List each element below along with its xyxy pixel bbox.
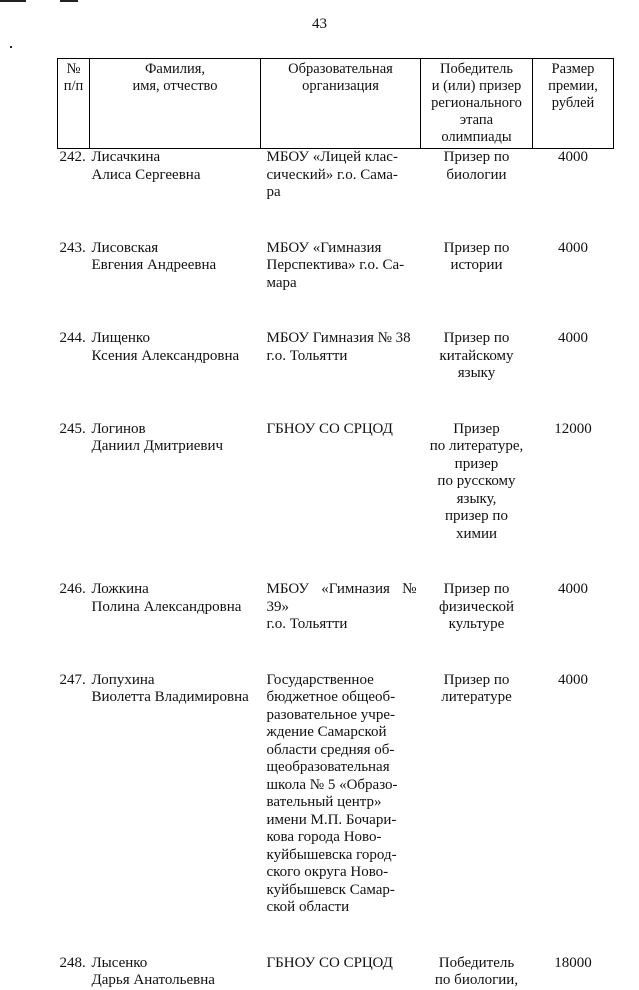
olympiad-result-line: китайскому <box>439 347 514 364</box>
prize-amount: 4000 <box>558 330 588 346</box>
olympiad-result-line: Призер по <box>443 581 510 597</box>
row-number: 242. <box>59 149 86 165</box>
organization-line: МБОУ «Гимназия <box>266 239 382 256</box>
organization-line: разовательное учре- <box>266 706 396 723</box>
column-header-organization: Образовательная организация <box>261 59 421 149</box>
organization-line: ской области <box>266 899 350 915</box>
scan-dot <box>10 46 12 48</box>
participant-name <box>90 330 261 383</box>
prize-amount: 4000 <box>558 239 588 256</box>
table-header-row <box>58 59 614 149</box>
participant-name-line: Лопухина <box>91 671 155 688</box>
row-number: 243. <box>59 239 86 256</box>
table-row <box>58 330 614 383</box>
table-row <box>58 421 614 544</box>
olympiad-result-line: языку, <box>456 490 497 507</box>
row-number: 247. <box>59 671 86 688</box>
organization-line: школа № 5 «Образо- <box>266 776 398 793</box>
table-body <box>58 149 614 990</box>
row-spacer-cell <box>58 383 614 421</box>
participant-name <box>90 149 261 202</box>
row-spacer <box>58 634 614 672</box>
organization-line: сический» г.о. Сама- <box>266 166 398 183</box>
organization-line: имени М.П. Бочари- <box>266 811 397 828</box>
participant-name <box>90 955 261 990</box>
participant-name-line: Ксения Александровна <box>91 347 240 364</box>
awards-table <box>57 58 614 990</box>
participant-name <box>90 240 261 293</box>
organization-line: щеобразовательная <box>266 759 390 775</box>
prize-amount: 18000 <box>554 954 592 971</box>
row-number: 244. <box>59 330 86 346</box>
prize-amount: 12000 <box>554 420 592 437</box>
table-row <box>58 955 614 990</box>
olympiad-result <box>421 581 533 634</box>
row-spacer-cell <box>58 292 614 330</box>
olympiad-result-line: по литературе, <box>429 438 524 454</box>
row-number: 248. <box>59 954 86 971</box>
row-spacer-cell <box>58 543 614 581</box>
participant-name-line: Полина Александровна <box>91 598 242 615</box>
column-header-result: Победитель и (или) призер регионального этапа олимпиады <box>421 59 533 149</box>
row-spacer-cell <box>58 202 614 240</box>
olympiad-result-line: языку <box>457 365 496 381</box>
participant-name-line: Дарья Анатольевна <box>91 972 215 988</box>
table-row <box>58 149 614 202</box>
organization-line: ГБНОУ СО СРЦОД <box>266 954 393 971</box>
participant-name <box>90 581 261 634</box>
organization-line: МБОУ «Лицей клас- <box>266 149 398 165</box>
row-number: 245. <box>59 420 86 437</box>
participant-name-line: Виолетта Владимировна <box>91 689 249 705</box>
organization-line: МБОУ Гимназия № 38 <box>266 330 411 346</box>
organization-line: куйбышевска город- <box>266 846 397 863</box>
organization <box>261 330 421 383</box>
organization-line: области средняя об- <box>266 741 395 758</box>
organization <box>261 240 421 293</box>
row-spacer-cell <box>58 634 614 672</box>
organization-line: Перспектива» г.о. Са- <box>266 257 405 273</box>
olympiad-result-line: по биологии, <box>434 972 519 988</box>
organization-line: Государственное <box>266 671 374 688</box>
participant-name-line: Алиса Сергеевна <box>91 166 201 183</box>
organization-line: МБОУ «Гимназия № 39» <box>266 581 417 615</box>
olympiad-result-line: культуре <box>448 616 505 632</box>
row-spacer <box>58 543 614 581</box>
participant-name-line: Даниил Дмитриевич <box>91 438 224 454</box>
olympiad-result <box>421 421 533 544</box>
page-number: 43 <box>312 16 327 32</box>
organization <box>261 149 421 202</box>
olympiad-result-line: химии <box>455 525 498 542</box>
olympiad-result-line: Призер по <box>443 671 510 688</box>
olympiad-result-line: биологии <box>446 166 507 183</box>
olympiad-result <box>421 672 533 917</box>
organization-line: бюджетное общеоб- <box>266 689 396 705</box>
olympiad-result-line: истории <box>450 257 503 273</box>
olympiad-result-line: Призер <box>453 420 500 437</box>
olympiad-result-line: по русскому <box>437 473 516 489</box>
organization-line: ра <box>266 184 281 200</box>
organization-line: мара <box>266 274 297 291</box>
table-row <box>58 672 614 917</box>
participant-name <box>90 421 261 544</box>
olympiad-result-line: призер по <box>445 508 508 524</box>
organization-line: г.о. Тольятти <box>266 347 348 364</box>
organization-line: ского округа Ново- <box>266 864 389 880</box>
table-row <box>58 240 614 293</box>
row-spacer <box>58 383 614 421</box>
olympiad-result <box>421 330 533 383</box>
table-row <box>58 581 614 634</box>
prize-amount: 4000 <box>558 149 588 165</box>
prize-amount: 4000 <box>558 581 588 597</box>
participant-name-line: Логинов <box>91 420 146 437</box>
olympiad-result-line: Победитель <box>438 954 515 971</box>
olympiad-result-line: литературе <box>441 689 512 705</box>
row-spacer <box>58 202 614 240</box>
scan-mark-top-right <box>60 0 78 2</box>
participant-name <box>90 672 261 917</box>
column-header-number: № п/п <box>58 59 90 149</box>
olympiad-result-line: Призер по <box>443 239 510 256</box>
organization-line: кова города Ново- <box>266 829 382 845</box>
participant-name-line: Лисовская <box>91 239 159 256</box>
organization <box>261 421 421 544</box>
row-spacer-cell <box>58 917 614 955</box>
olympiad-result-line: призер <box>454 455 499 472</box>
organization-line: г.о. Тольятти <box>266 616 348 632</box>
row-number: 246. <box>59 581 86 597</box>
scan-mark-top <box>0 0 26 2</box>
olympiad-result <box>421 240 533 293</box>
olympiad-result-line: физической <box>439 598 514 615</box>
organization <box>261 672 421 917</box>
row-spacer <box>58 292 614 330</box>
organization <box>261 955 421 990</box>
participant-name-line: Лысенко <box>91 954 148 971</box>
organization <box>261 581 421 634</box>
olympiad-result <box>421 149 533 202</box>
olympiad-result-line: Призер по <box>443 330 510 346</box>
olympiad-result-line: Призер по <box>443 149 510 165</box>
column-header-name: Фамилия, имя, отчество <box>90 59 261 149</box>
olympiad-result <box>421 955 533 990</box>
participant-name-line: Евгения Андреевна <box>91 257 217 273</box>
organization-line: вательный центр» <box>266 794 382 810</box>
organization-line: ГБНОУ СО СРЦОД <box>266 420 393 437</box>
participant-name-line: Лисачкина <box>91 149 161 165</box>
organization-line: куйбышевск Самар- <box>266 881 395 898</box>
participant-name-line: Ложкина <box>91 581 149 597</box>
column-header-prize: Размер премии, рублей <box>533 59 614 149</box>
row-spacer <box>58 917 614 955</box>
organization-line: ждение Самарской <box>266 724 387 740</box>
participant-name-line: Лищенко <box>91 330 150 346</box>
prize-amount: 4000 <box>558 671 588 688</box>
